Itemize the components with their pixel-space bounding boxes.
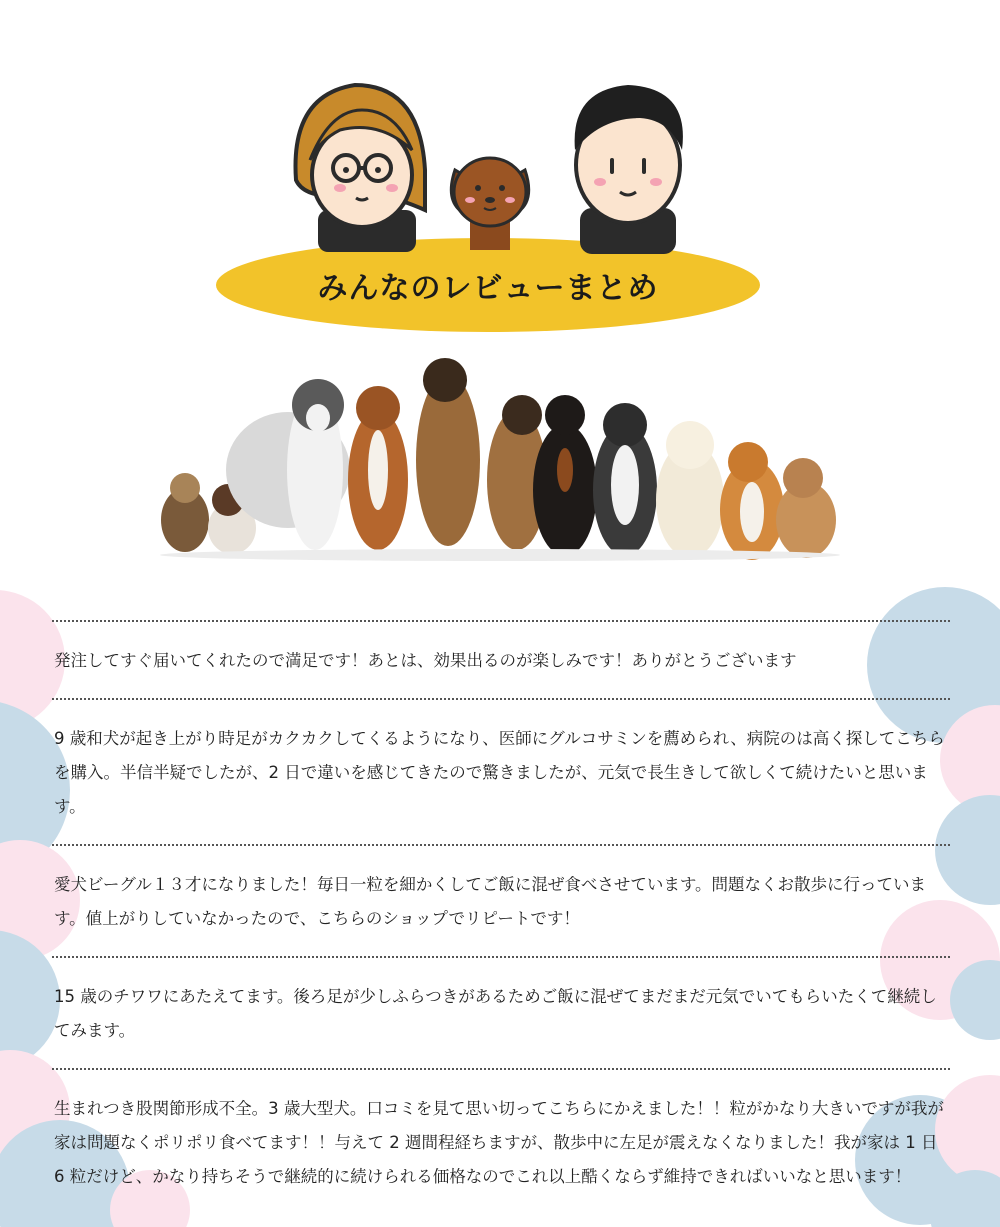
banner-title: みんなのレビューまとめ xyxy=(317,271,659,306)
review-text: 愛犬ビーグル１３才になりました！毎日一粒を細かくしてご飯に混ぜ食べさせています。問題なくお散歩に行っています。値上がりしていなかったので、こちらのショップでリピートです！ xyxy=(54,875,927,928)
review-text: 発注してすぐ届いてくれたので満足です！あとは、効果出るのが楽しみです！ありがとうございます xyxy=(54,651,797,670)
review-item xyxy=(52,698,950,844)
review-item xyxy=(52,844,950,956)
dogs-group-photo xyxy=(160,358,840,561)
review-text: 15 歳のチワワにあたえてます。後ろ足が少しふらつきがあるためご飯に混ぜてまだまだ元気でいてもらいたくて継続してみます。 xyxy=(54,987,937,1040)
review-item xyxy=(52,956,950,1068)
review-item xyxy=(52,620,950,698)
man-icon xyxy=(575,85,683,254)
dog-face-icon xyxy=(451,158,528,250)
review-list xyxy=(52,620,950,1194)
review-text: 生まれつき股関節形成不全。3 歳大型犬。口コミを見て思い切ってこちらにかえました！！粒がかなり大きいですが我が家は問題なくポリポリ食べてます！！与えて 2 週間程経ちますが、散歩中に左足が震えなくなりました！我が家は 1 日 6 粒だけど、かなり持ちそうで継続的に続けられる価格なのでこれ以上酷くならず維持できればいいなと思います！ xyxy=(54,1099,944,1186)
woman-with-glasses-icon xyxy=(295,85,425,252)
review-text: 9 歳和犬が起き上がり時足がカクカクしてくるようになり、医師にグルコサミンを薦められ、病院のは高く探してこちらを購入。半信半疑でしたが、2 日で違いを感じてきたので驚きましたが、元気で長生きして欲しくて続けたいと思います。 xyxy=(54,729,945,816)
review-item xyxy=(52,1068,950,1194)
